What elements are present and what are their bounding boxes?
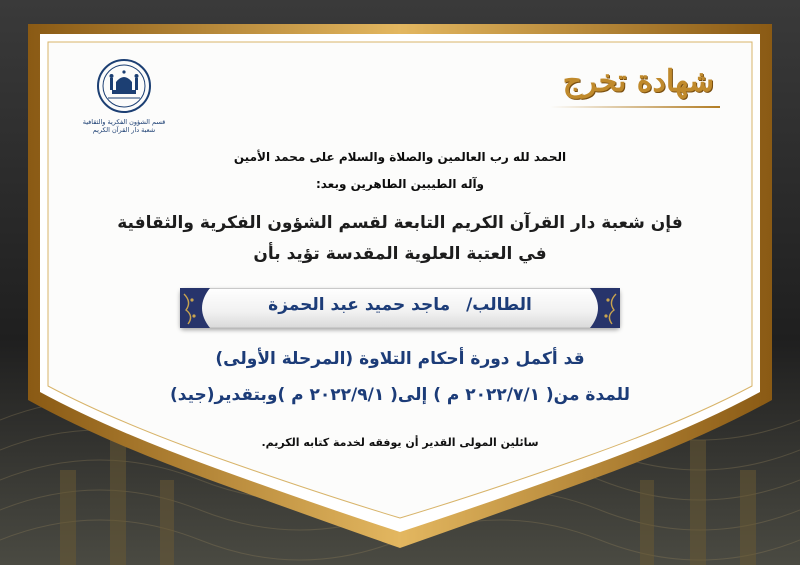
logo-line-1: قسم الشؤون الفكرية والثقافية	[82, 118, 166, 126]
certificate-title-block	[520, 66, 720, 112]
greeting-line-2: وآله الطيبين الطاهرين وبعد:	[315, 177, 485, 191]
statement-line-1: فإن شعبة دار القرآن الكريم التابعة لقسم الشؤون الفكرية والثقافية	[117, 213, 683, 233]
student-line	[220, 295, 580, 315]
shrine-emblem-icon	[96, 58, 152, 114]
greeting-line-1: الحمد لله رب العالمين والصلاة والسلام على محمد الأمين	[233, 150, 567, 164]
student-label: الطالب/	[466, 295, 532, 315]
certificate-title: شهادة تخرج	[562, 64, 714, 99]
course-completion-line: قد أكمل دورة أحكام التلاوة (المرحلة الأولى)	[215, 349, 585, 369]
logo-line-2: شعبة دار القرآن الكريم	[92, 126, 156, 135]
duration-grade-line: للمدة من( ٢٠٢٢/٧/١ م ) إلى( ٢٠٢٢/٩/١ م )وبتقدير(جيد)	[169, 385, 630, 405]
title-underline	[550, 106, 720, 108]
student-name: ماجد حميد عبد الحمزة	[268, 295, 451, 315]
student-name-banner	[180, 288, 620, 328]
statement-line-2: في العتبة العلوية المقدسة تؤيد بأن	[253, 244, 547, 264]
ornament-corner-icon	[584, 288, 620, 328]
closing-prayer-line: سائلين المولى القدير أن يوفقه لخدمة كتابه الكريم.	[261, 436, 539, 449]
ornament-corner-icon	[180, 288, 216, 328]
institution-logo	[72, 58, 176, 134]
